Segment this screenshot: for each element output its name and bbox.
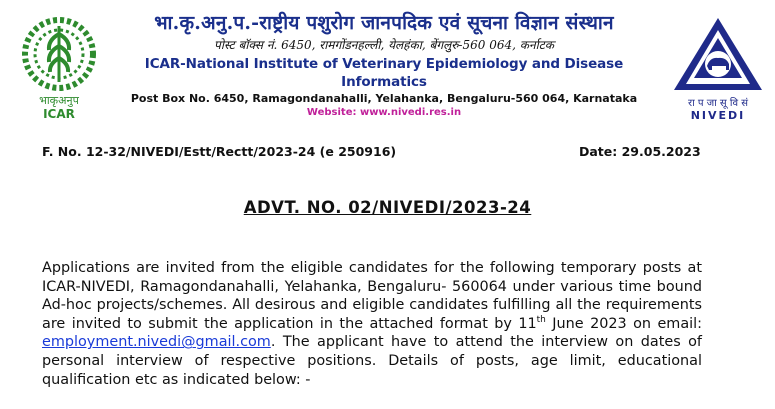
nivedi-label: NIVEDI (690, 109, 746, 122)
hindi-title: भा.कृ.अनु.प.-राष्ट्रीय पशुरोग जानपदिक एवं सूचना विज्ञान संस्थान (154, 12, 614, 34)
body-text-part3: . The applicant have to attend the interview on dates of personal interview of respective positions. Details of posts, age limit, educational qualification etc as indicated below: - (42, 334, 702, 388)
nivedi-logo (668, 12, 768, 124)
body-text-part2: June 2023 on email: (545, 315, 702, 332)
letterhead (100, 10, 668, 120)
nivedi-hindi-label: रा प जा सू वि सं (688, 98, 748, 109)
icar-hindi-label: भाकृअनुप (39, 94, 79, 107)
advt-date: Date: 29.05.2023 (579, 144, 701, 159)
english-address: Post Box No. 6450, Ramagondanahalli, Yelahanka, Bengaluru-560 064, Karnataka (130, 92, 638, 105)
advertisement-body (42, 259, 702, 389)
body-text-part1: Applications are invited from the eligible candidates for the following temporary posts at ICAR-NIVEDI, Ramagondanahalli, Yelahanka, Bengaluru- 560064 under various time bound Ad-hoc projects/schemes. All desirous and eligible candidates fulfilling all the requirements are invited to submit the application in the attached format by 11 (42, 260, 702, 332)
file-number: F. No. 12-32/NIVEDI/Estt/Rectt/2023-24 (e 250916) (42, 144, 397, 159)
email-link[interactable]: employment.nivedi@gmail.com (42, 334, 271, 351)
advertisement-title: ADVT. NO. 02/NIVEDI/2023-24 (243, 198, 532, 217)
icar-logo (18, 14, 100, 124)
icar-label: ICAR (43, 107, 75, 121)
website[interactable]: Website: www.nivedi.res.in (306, 107, 462, 118)
english-title: ICAR-National Institute of Veterinary Epidemiology and Disease Informatics (144, 56, 624, 90)
hindi-address: पोस्ट बॉक्स नं. 6450, रामगोंडनहल्ली, येलहंका, बेंगलुरु-560 064, कर्नाटक (214, 38, 554, 52)
ordinal-suffix: th (536, 314, 546, 325)
